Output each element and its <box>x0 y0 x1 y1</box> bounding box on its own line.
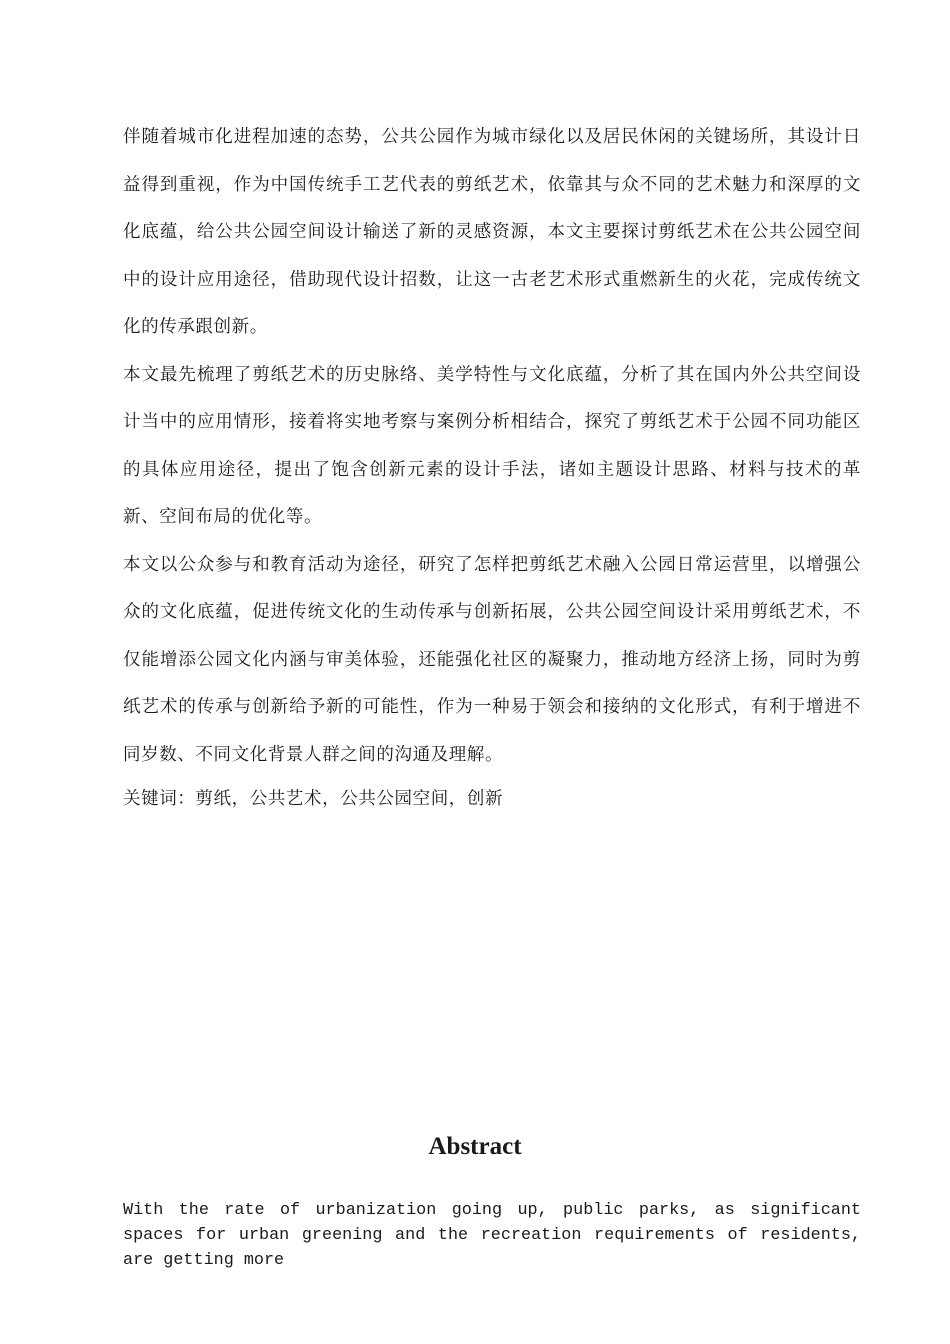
chinese-paragraph-3: 本文以公众参与和教育活动为途径，研究了怎样把剪纸艺术融入公园日常运营里，以增强公众的文化底蕴，促进传统文化的生动传承与创新拓展，公共公园空间设计采用剪纸艺术，不仅能增添公园文化内涵与审美体验，还能强化社区的凝聚力，推动地方经济上扬，同时为剪纸艺术的传承与创新给予新的可能性，作为一种易于领会和接纳的文化形式，有利于增进不同岁数、不同文化背景人群之间的沟通及理解。 <box>123 554 861 765</box>
keywords-line: 关键词：剪纸，公共艺术，公共公园空间，创新 <box>123 789 504 809</box>
chinese-paragraph-2: 本文最先梳理了剪纸艺术的历史脉络、美学特性与文化底蕴，分析了其在国内外公共空间设计当中的应用情形，接着将实地考察与案例分析相结合，探究了剪纸艺术于公园不同功能区的具体应用途径，提出了饱含创新元素的设计手法，诸如主题设计思路、材料与技术的革新、空间布局的优化等。 <box>123 364 861 527</box>
chinese-paragraph-1: 伴随着城市化进程加速的态势，公共公园作为城市绿化以及居民休闲的关键场所，其设计日益得到重视，作为中国传统手工艺代表的剪纸艺术，依靠其与众不同的艺术魅力和深厚的文化底蕴，给公共公园空间设计输送了新的灵感资源，本文主要探讨剪纸艺术在公共公园空间中的设计应用途径，借助现代设计招数，让这一古老艺术形式重燃新生的火花，完成传统文化的传承跟创新。 <box>123 127 861 337</box>
english-abstract-text: With the rate of urbanization going up, public parks, as significant spaces for urban greening and the recreation requirements of residents, are getting more <box>123 1201 861 1270</box>
chinese-abstract <box>123 114 861 819</box>
abstract-heading: Abstract <box>428 1133 522 1160</box>
